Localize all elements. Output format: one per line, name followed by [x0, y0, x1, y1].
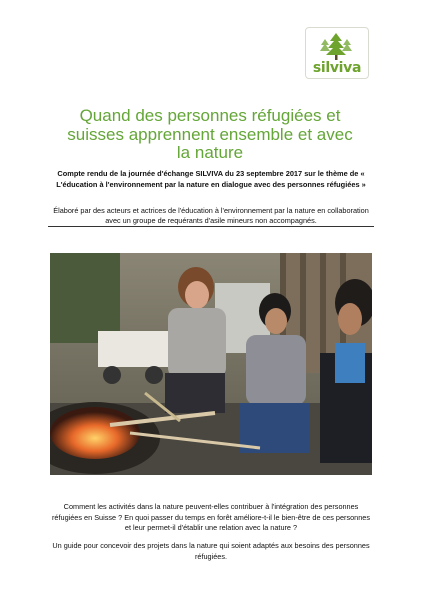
tree-icon	[316, 31, 356, 61]
intro-question: Comment les activités dans la nature peuvent-elles contribuer à l'intégration des personnes réfugiées en Suisse ? En quoi passer du temps en forêt améliore-t-il le bien-être de ces personnes et leur permet-il d'établir une relation avec la nature ?	[52, 502, 370, 533]
document-subtitle: Compte rendu de la journée d'échange SILVIVA du 23 septembre 2017 sur le thème de « L'éducation à l'environnement par la nature en dialogue avec des personnes réfugiées »	[56, 169, 366, 189]
divider	[48, 226, 374, 227]
silviva-logo	[305, 27, 369, 79]
logo-text: silviva	[312, 60, 362, 76]
document-title: Quand des personnes réfugiées et suisses apprennent ensemble et avec la nature	[67, 106, 353, 162]
campfire-photo	[50, 253, 372, 475]
authors-note: Élaboré par des acteurs et actrices de l'éducation à l'environnement par la nature en collaboration avec un groupe de requérants d'asile mineurs non accompagnés.	[53, 206, 369, 225]
guide-description: Un guide pour concevoir des projets dans la nature qui soient adaptés aux besoins des personnes réfugiées.	[52, 541, 370, 561]
